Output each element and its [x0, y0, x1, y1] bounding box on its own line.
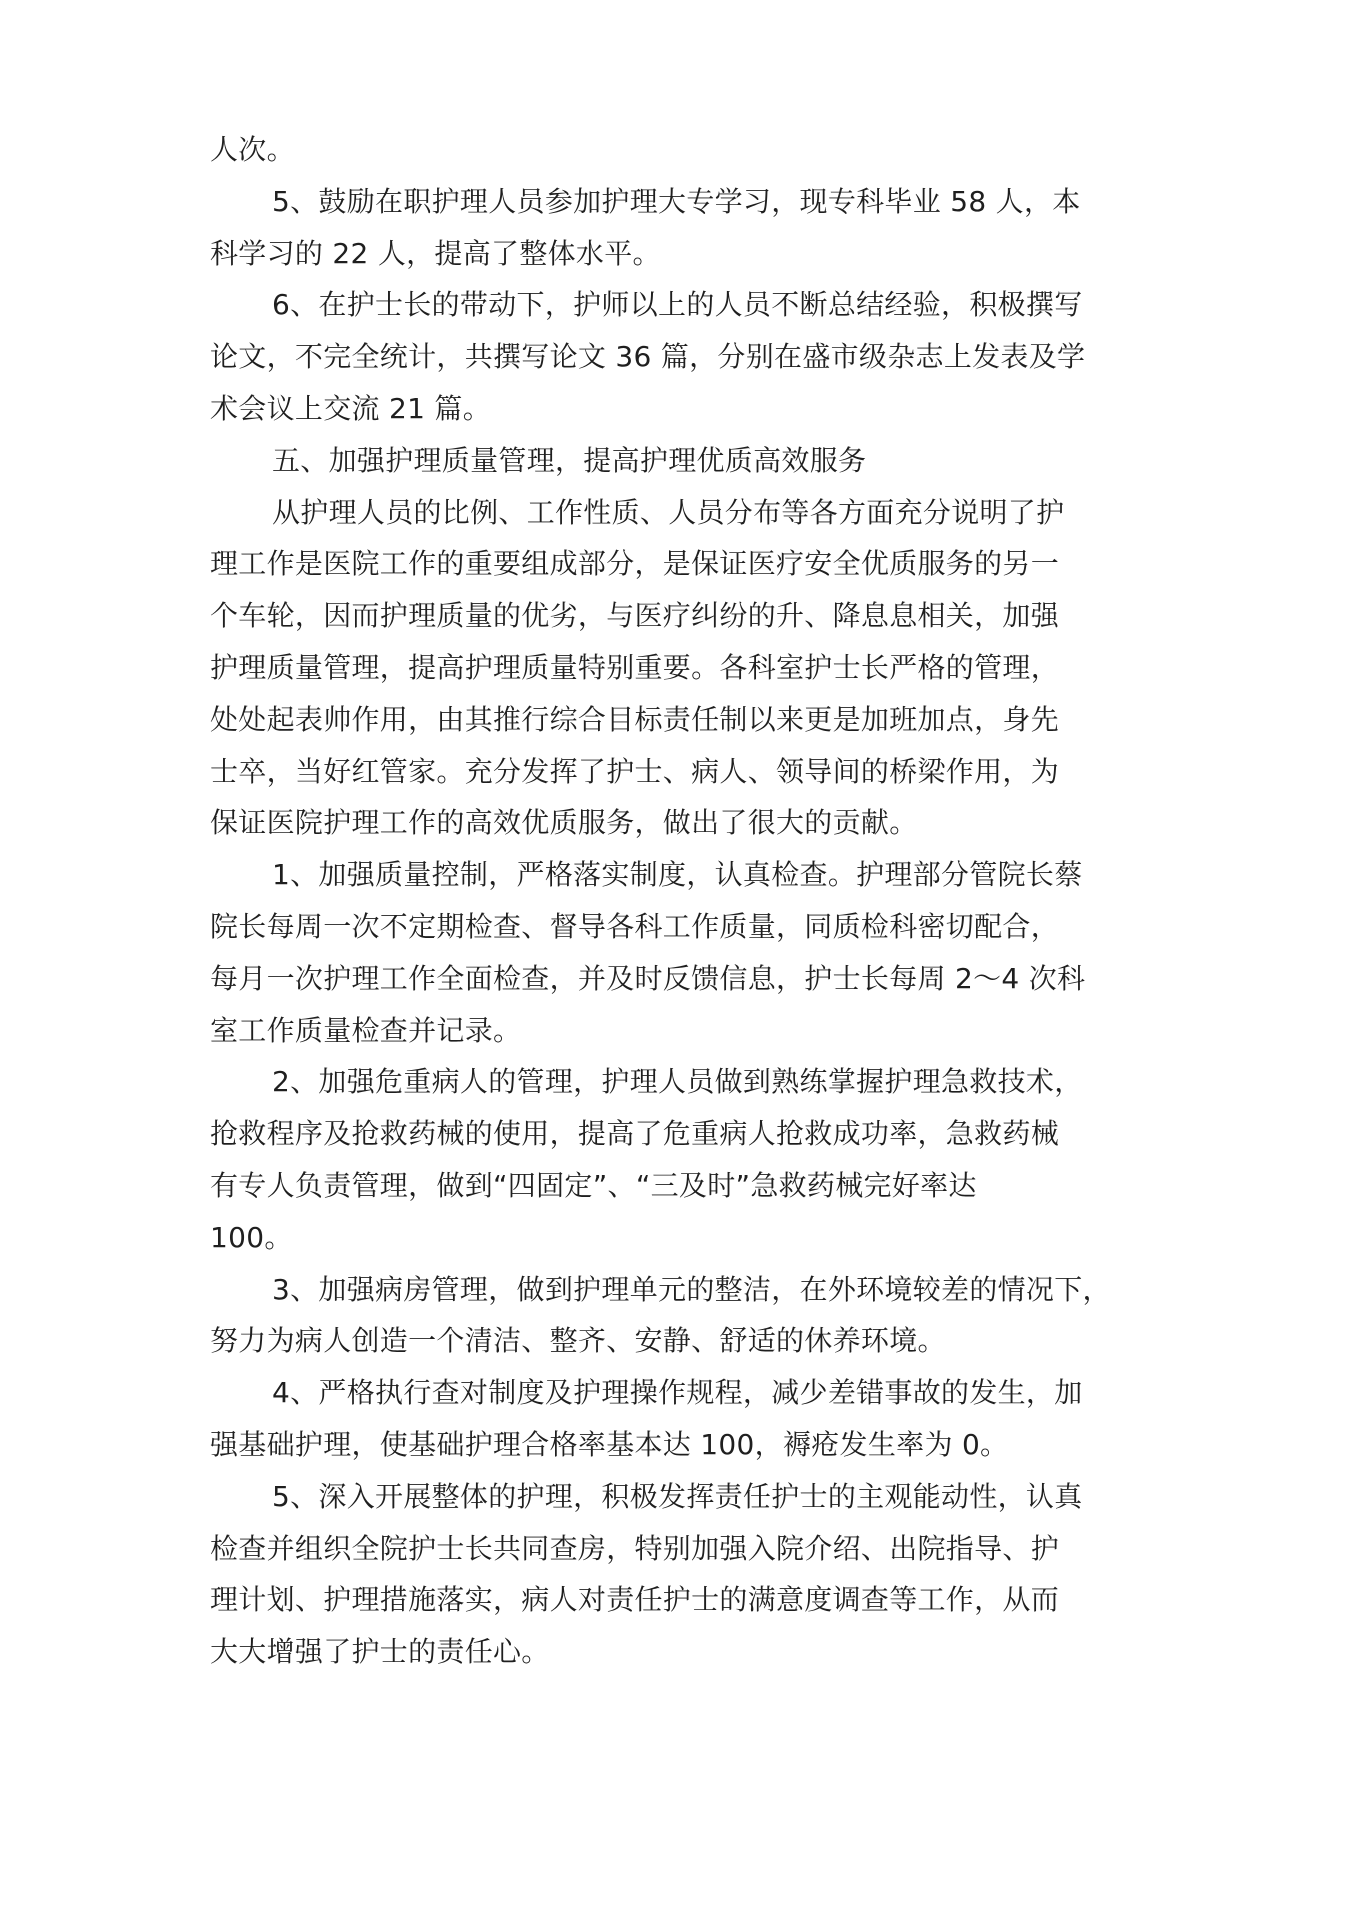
- text-line: 每月一次护理工作全面检查，并及时反馈信息，护士长每周 2～4 次科: [210, 961, 1086, 995]
- text-line: 士卒，当好红管家。充分发挥了护士、病人、领导间的桥梁作用，为: [210, 754, 1060, 788]
- text-line: 个车轮，因而护理质量的优劣，与医疗纠纷的升、降息息相关，加强: [210, 599, 1060, 633]
- text-line: 科学习的 22 人，提高了整体水平。: [210, 236, 661, 270]
- text-line: 保证医院护理工作的高效优质服务，做出了很大的贡献。: [210, 806, 918, 840]
- text-line: 强基础护理，使基础护理合格率基本达 100，褥疮发生率为 0。: [210, 1427, 1009, 1461]
- text-line: 院长每周一次不定期检查、督导各科工作质量，同质检科密切配合，: [210, 909, 1060, 943]
- text-line: 2、加强危重病人的管理，护理人员做到熟练掌握护理急救技术，: [272, 1065, 1083, 1099]
- text-line: 1、加强质量控制，严格落实制度，认真检查。护理部分管院长蔡: [272, 858, 1083, 892]
- text-line: 检查并组织全院护士长共同查房，特别加强入院介绍、出院指导、护: [210, 1531, 1060, 1565]
- text-line: 室工作质量检查并记录。: [210, 1013, 522, 1047]
- text-line: 护理质量管理，提高护理质量特别重要。各科室护士长严格的管理，: [210, 650, 1060, 684]
- text-line: 5、深入开展整体的护理，积极发挥责任护士的主观能动性，认真: [272, 1479, 1083, 1513]
- text-line: 处处起表帅作用，由其推行综合目标责任制以来更是加班加点，身先: [210, 702, 1060, 736]
- text-line: 大大增强了护士的责任心。: [210, 1635, 550, 1669]
- text-line: 3、加强病房管理，做到护理单元的整洁，在外环境较差的情况下，: [272, 1272, 1111, 1306]
- text-line: 6、在护士长的带动下，护师以上的人员不断总结经验，积极撰写: [272, 288, 1083, 322]
- document-body: [210, 124, 1170, 1678]
- text-line: 5、鼓励在职护理人员参加护理大专学习，现专科毕业 58 人，本: [272, 184, 1081, 218]
- text-line: 理计划、护理措施落实，病人对责任护士的满意度调查等工作，从而: [210, 1583, 1060, 1617]
- text-line: 五、加强护理质量管理，提高护理优质高效服务: [272, 443, 867, 477]
- text-line: 理工作是医院工作的重要组成部分，是保证医疗安全优质服务的另一: [210, 547, 1060, 581]
- text-line: 术会议上交流 21 篇。: [210, 391, 492, 425]
- text-line: 4、严格执行查对制度及护理操作规程，减少差错事故的发生，加: [272, 1376, 1083, 1410]
- text-line: 从护理人员的比例、工作性质、人员分布等各方面充分说明了护: [272, 495, 1065, 529]
- text-line: 100。: [210, 1220, 293, 1254]
- text-line: 抢救程序及抢救药械的使用，提高了危重病人抢救成功率，急救药械: [210, 1117, 1060, 1151]
- text-line: 人次。: [210, 133, 295, 166]
- text-line: 有专人负责管理，做到“四固定”、“三及时”急救药械完好率达: [210, 1168, 977, 1202]
- text-line: 努力为病人创造一个清洁、整齐、安静、舒适的休养环境。: [210, 1324, 946, 1358]
- text-line: 论文，不完全统计，共撰写论文 36 篇，分别在盛市级杂志上发表及学: [210, 340, 1086, 374]
